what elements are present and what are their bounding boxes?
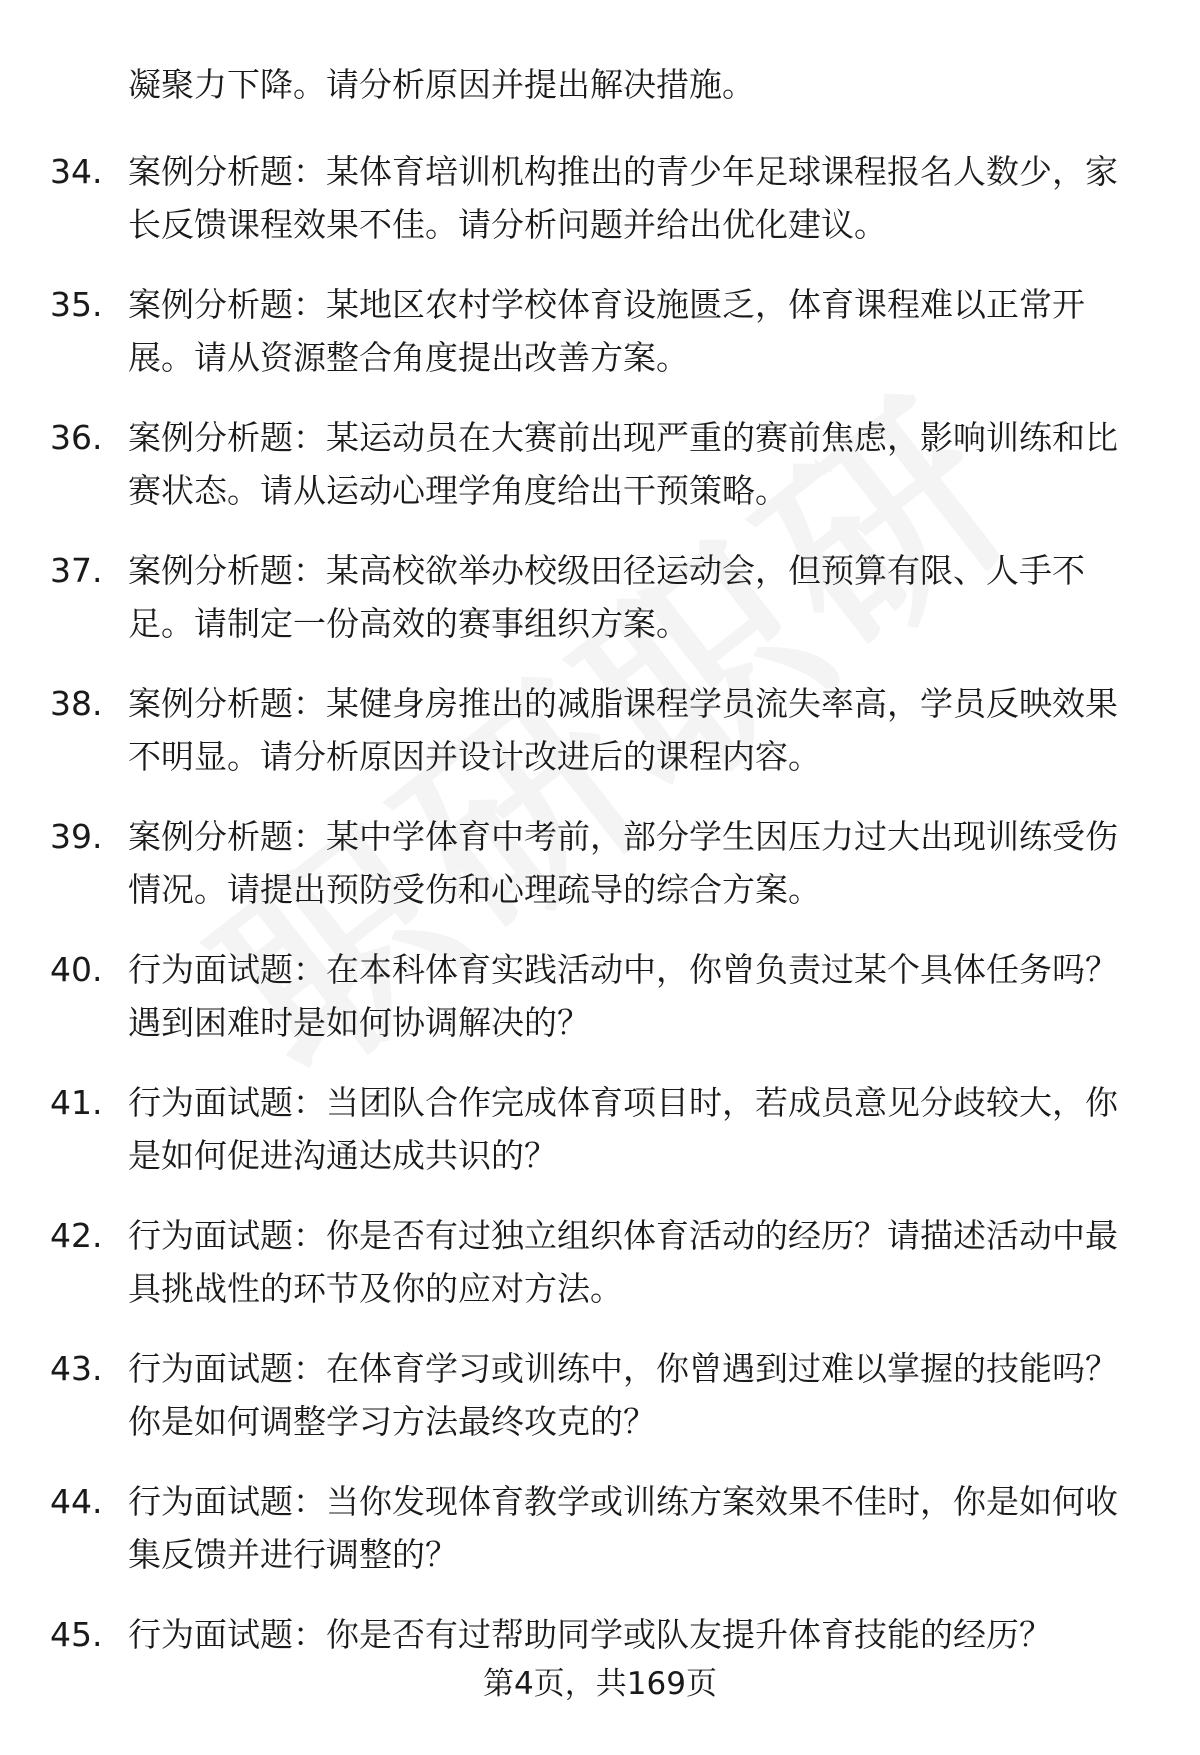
question-number: 39. xyxy=(50,817,103,856)
question-text: 行为面试题：在体育学习或训练中，你曾遇到过难以掌握的技能吗？你是如何调整学习方法最终攻克的？ xyxy=(128,1349,1118,1441)
question-text: 行为面试题：你是否有过帮助同学或队友提升体育技能的经历？ xyxy=(128,1615,1052,1654)
question-text: 案例分析题：某健身房推出的减脂课程学员流失率高，学员反映效果不明显。请分析原因并设计改进后的课程内容。 xyxy=(128,684,1118,776)
continuation-text: 凝聚力下降。请分析原因并提出解决措施。 xyxy=(128,65,755,104)
question-item xyxy=(0,1209,1200,1342)
question-number: 37. xyxy=(50,551,103,590)
question-number: 43. xyxy=(50,1349,103,1388)
question-number: 41. xyxy=(50,1083,103,1122)
question-text: 案例分析题：某高校欲举办校级田径运动会，但预算有限、人手不足。请制定一份高效的赛事组织方案。 xyxy=(128,551,1085,643)
question-text: 行为面试题：在本科体育实践活动中，你曾负责过某个具体任务吗？遇到困难时是如何协调解决的？ xyxy=(128,950,1118,1042)
question-item xyxy=(0,145,1200,278)
page-number-label: 第4页，共169页 xyxy=(483,1666,717,1702)
question-item xyxy=(0,1076,1200,1209)
question-number: 34. xyxy=(50,152,103,191)
question-list xyxy=(0,145,1200,1741)
question-number: 42. xyxy=(50,1216,103,1255)
question-number: 38. xyxy=(50,684,103,723)
question-number: 44. xyxy=(50,1482,103,1521)
question-number: 45. xyxy=(50,1615,103,1654)
question-item xyxy=(0,278,1200,411)
question-item xyxy=(0,943,1200,1076)
question-item xyxy=(0,411,1200,544)
question-item xyxy=(0,1342,1200,1475)
question-number: 40. xyxy=(50,950,103,989)
question-item xyxy=(0,677,1200,810)
question-item xyxy=(0,1475,1200,1608)
question-item xyxy=(0,810,1200,943)
question-text: 案例分析题：某体育培训机构推出的青少年足球课程报名人数少，家长反馈课程效果不佳。请分析问题并给出优化建议。 xyxy=(128,152,1118,244)
question-text: 行为面试题：当团队合作完成体育项目时，若成员意见分歧较大，你是如何促进沟通达成共识的？ xyxy=(128,1083,1118,1175)
question-text: 行为面试题：当你发现体育教学或训练方案效果不佳时，你是如何收集反馈并进行调整的？ xyxy=(128,1482,1118,1574)
page-footer xyxy=(0,1662,1200,1706)
question-item xyxy=(0,544,1200,677)
question-text: 行为面试题：你是否有过独立组织体育活动的经历？请描述活动中最具挑战性的环节及你的应对方法。 xyxy=(128,1216,1118,1308)
question-text: 案例分析题：某中学体育中考前，部分学生因压力过大出现训练受伤情况。请提出预防受伤和心理疏导的综合方案。 xyxy=(128,817,1118,909)
question-text: 案例分析题：某运动员在大赛前出现严重的赛前焦虑，影响训练和比赛状态。请从运动心理学角度给出干预策略。 xyxy=(128,418,1118,510)
question-number: 36. xyxy=(50,418,103,457)
question-number: 35. xyxy=(50,285,103,324)
question-text: 案例分析题：某地区农村学校体育设施匮乏，体育课程难以正常开展。请从资源整合角度提出改善方案。 xyxy=(128,285,1085,377)
